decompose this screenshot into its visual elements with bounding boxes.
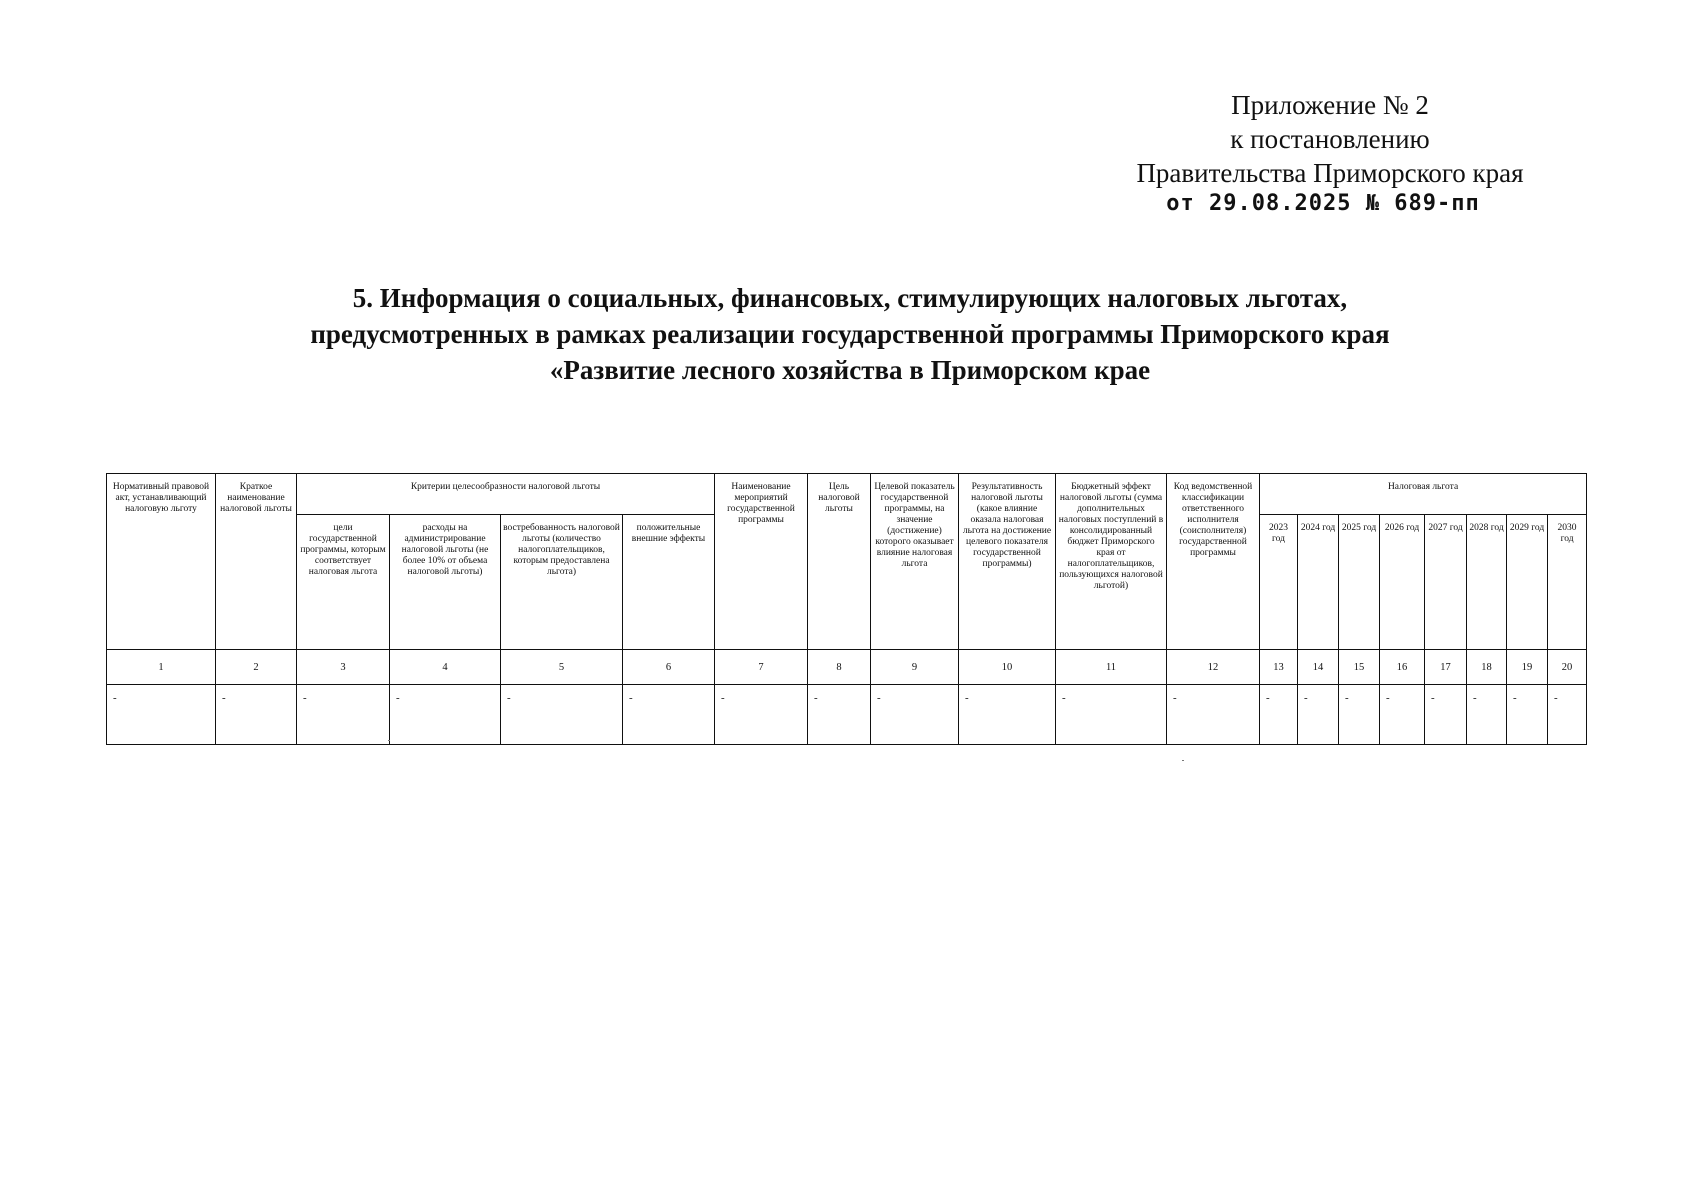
header-normative-act: Нормативный правовой акт, устанавливающий налоговую льготу (107, 474, 216, 650)
column-number: 2 (216, 650, 297, 685)
column-number: 10 (959, 650, 1056, 685)
column-number: 9 (871, 650, 959, 685)
column-number: 8 (808, 650, 871, 685)
header-program-goals: цели государственной программы, которым соответствует налоговая льгота (297, 515, 390, 650)
header-criteria-group: Критерии целесообразности налоговой льготы (297, 474, 715, 515)
column-number: 18 (1467, 650, 1507, 685)
scan-speck (1182, 760, 1184, 761)
column-number: 19 (1507, 650, 1548, 685)
column-number: 12 (1167, 650, 1260, 685)
header-benefit-goal: Цель налоговой льготы (808, 474, 871, 650)
header-external-effects: положительные внешние эффекты (623, 515, 715, 650)
table-cell: - (390, 685, 501, 745)
appendix-government: Правительства Приморского края (1136, 158, 1524, 188)
table-cell: - (808, 685, 871, 745)
header-year-2027: 2027 год (1425, 515, 1467, 650)
column-number: 15 (1339, 650, 1380, 685)
header-demand: востребованность налоговой льготы (количество налогоплательщиков, которым предоставлена льгота) (501, 515, 623, 650)
title-line-2: предусмотренных в рамках реализации государственной программы Приморского края (310, 319, 1390, 349)
header-year-2025: 2025 год (1339, 515, 1380, 650)
table-cell: - (216, 685, 297, 745)
column-number: 16 (1380, 650, 1425, 685)
header-year-2029: 2029 год (1507, 515, 1548, 650)
column-number: 7 (715, 650, 808, 685)
header-year-2023: 2023 год (1260, 515, 1298, 650)
title-line-1: 5. Информация о социальных, финансовых, стимулирующих налоговых льготах, (352, 283, 1348, 313)
table-cell: - (1425, 685, 1467, 745)
table-cell: - (1339, 685, 1380, 745)
header-benefit-name: Краткое наименование налоговой льготы (216, 474, 297, 650)
header-year-2030: 2030 год (1548, 515, 1587, 650)
header-target-indicator: Целевой показатель государственной программы, на значение (достижение) которого оказывает влияние налоговая льгота (871, 474, 959, 650)
resolution-date-stamp: от 29.08.2025 № 689-пп (1166, 191, 1480, 216)
table-cell: - (501, 685, 623, 745)
table-row (107, 685, 1587, 745)
column-number: 3 (297, 650, 390, 685)
appendix-number: Приложение № 2 (1231, 90, 1429, 120)
header-budget-effect: Бюджетный эффект налоговой льготы (сумма дополнительных налоговых поступлений в консолидированный бюджет Приморского края от налогоплательщиков, пользующихся налоговой льготой) (1056, 474, 1167, 650)
column-number: 13 (1260, 650, 1298, 685)
header-program-activities: Наименование мероприятий государственной программы (715, 474, 808, 650)
column-number: 11 (1056, 650, 1167, 685)
column-number: 4 (390, 650, 501, 685)
appendix-resolution-ref: к постановлению (1230, 124, 1430, 154)
tax-benefits-table (106, 473, 1587, 745)
table-cell: - (1298, 685, 1339, 745)
column-numbers-row (107, 650, 1587, 685)
column-number: 1 (107, 650, 216, 685)
column-number: 6 (623, 650, 715, 685)
document-title (100, 280, 1600, 388)
table-cell: - (871, 685, 959, 745)
column-number: 5 (501, 650, 623, 685)
header-benefit-group: Налоговая льгота (1260, 474, 1587, 515)
table-cell: - (1056, 685, 1167, 745)
table-cell: - (1167, 685, 1260, 745)
table-cell: - (959, 685, 1056, 745)
header-year-2024: 2024 год (1298, 515, 1339, 650)
table-cell: - (715, 685, 808, 745)
table-cell: - (1467, 685, 1507, 745)
header-department-code: Код ведомственной классификации ответственного исполнителя (соисполнителя) государственной программы (1167, 474, 1260, 650)
column-number: 17 (1425, 650, 1467, 685)
scan-speck (388, 740, 390, 741)
appendix-header (1100, 88, 1560, 218)
table-cell: - (1380, 685, 1425, 745)
table-cell: - (1507, 685, 1548, 745)
table-cell: - (297, 685, 390, 745)
header-year-2028: 2028 год (1467, 515, 1507, 650)
table-cell: - (107, 685, 216, 745)
table-cell: - (623, 685, 715, 745)
table-cell: - (1260, 685, 1298, 745)
table-cell: - (1548, 685, 1587, 745)
header-year-2026: 2026 год (1380, 515, 1425, 650)
header-effectiveness: Результативность налоговой льготы (какое влияние оказала налоговая льгота на достижение целевого показателя государственной программы) (959, 474, 1056, 650)
column-number: 20 (1548, 650, 1587, 685)
column-number: 14 (1298, 650, 1339, 685)
title-line-3: «Развитие лесного хозяйства в Приморском крае (549, 355, 1151, 385)
header-row-1 (107, 474, 1587, 515)
header-admin-costs: расходы на администрирование налоговой льготы (не более 10% от объема налоговой льготы) (390, 515, 501, 650)
